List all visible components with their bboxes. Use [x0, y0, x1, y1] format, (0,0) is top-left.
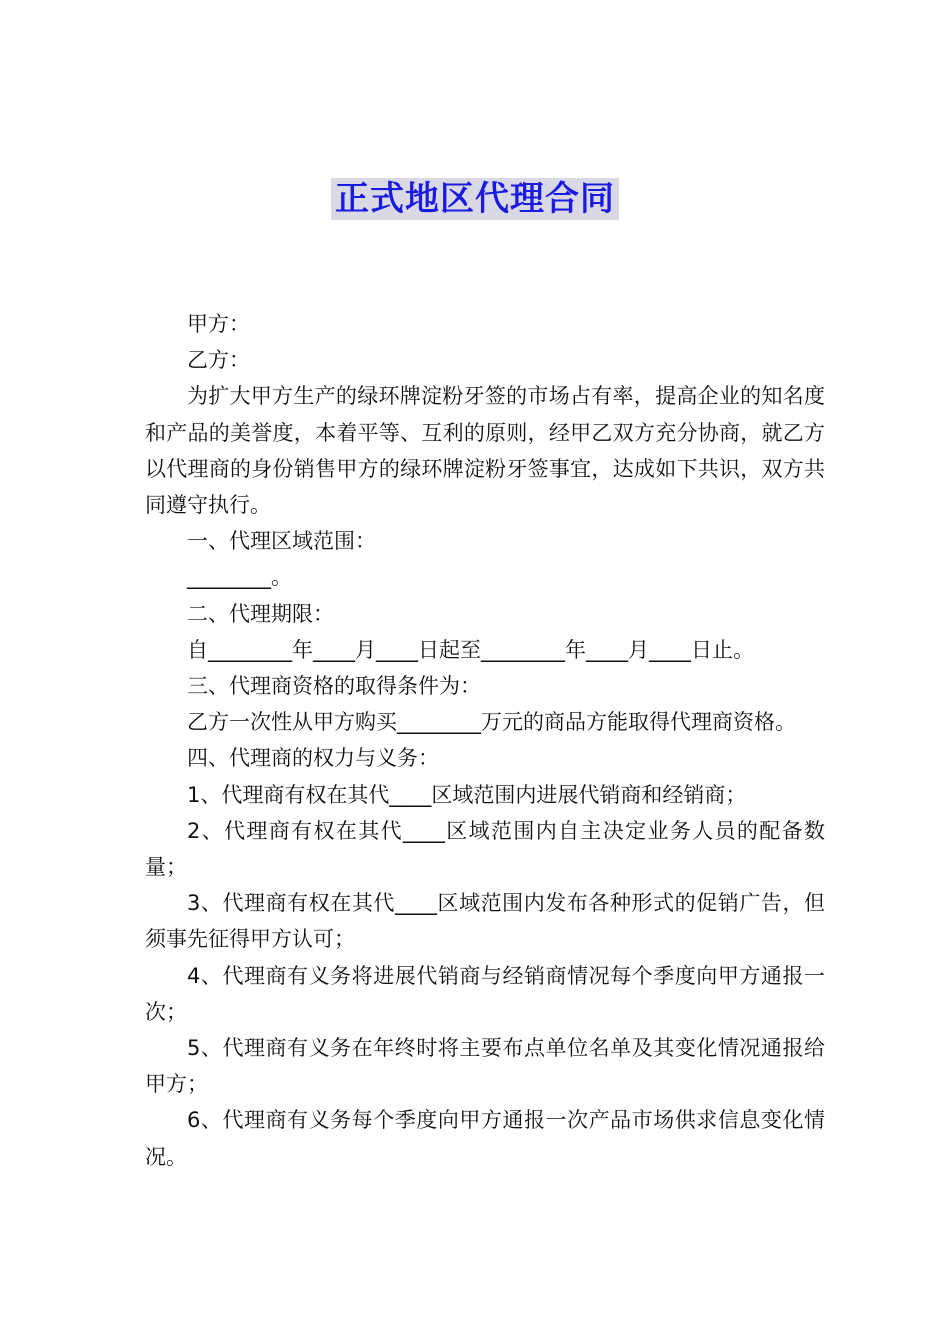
rights-item-4: 4、代理商有义务将进展代销商与经销商情况每个季度向甲方通报一次； — [145, 963, 825, 1024]
title-container — [0, 178, 950, 220]
qualification-paragraph: 乙方一次性从甲方购买________万元的商品方能取得代理商资格。 — [187, 710, 796, 735]
party-b-line: 乙方： — [187, 348, 250, 373]
section-heading-area: 一、代理区域范围： — [187, 529, 376, 554]
rights-item-3: 3、代理商有权在其代____区域范围内发布各种形式的促销广告，但须事先征得甲方认可； — [145, 891, 825, 952]
section-heading-rights: 四、代理商的权力与义务： — [187, 746, 439, 771]
document-body — [145, 306, 825, 1175]
preamble-paragraph: 为扩大甲方生产的绿环牌淀粉牙签的市场占有率，提高企业的知名度和产品的美誉度，本着平等、互利的原则，经甲乙双方充分协商，就乙方以代理商的身份销售甲方的绿环牌淀粉牙签事宜，达成如下共识，双方共同遵守执行。 — [145, 384, 825, 518]
rights-item-6: 6、代理商有义务每个季度向甲方通报一次产品市场供求信息变化情况。 — [145, 1108, 825, 1169]
section-heading-term: 二、代理期限： — [187, 601, 334, 626]
rights-item-1: 1、代理商有权在其代____区域范围内进展代销商和经销商； — [187, 782, 747, 807]
section-heading-qualification: 三、代理商资格的取得条件为： — [187, 674, 481, 699]
rights-item-5: 5、代理商有义务在年终时将主要布点单位名单及其变化情况通报给甲方； — [145, 1036, 825, 1097]
document-title: 正式地区代理合同 — [331, 178, 619, 220]
area-blank-line: ________。 — [187, 565, 292, 590]
party-a-line: 甲方： — [187, 312, 250, 336]
term-date-line: 自________年____月____日起至________年____月____日止。 — [187, 637, 754, 662]
rights-item-2: 2、代理商有权在其代____区域范围内自主决定业务人员的配备数量； — [145, 818, 825, 880]
